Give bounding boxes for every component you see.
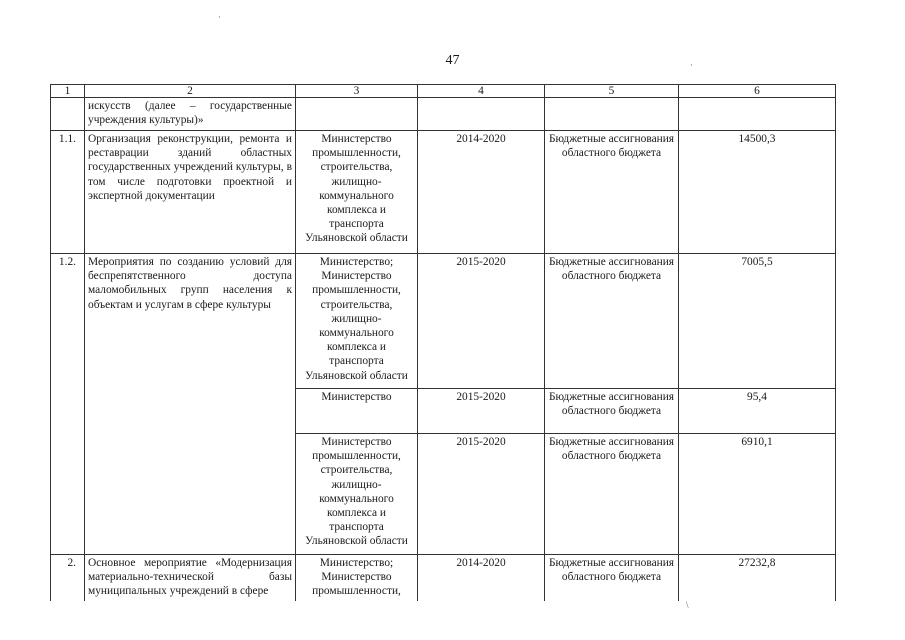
- table-row: [51, 555, 836, 601]
- amount: [679, 98, 836, 131]
- event-name: Мероприятия по созданию условий для беспрепятственного доступа маломобильных групп населения к объектам и услугам в сфере культуры: [85, 254, 296, 555]
- period: 2015-2020: [418, 389, 545, 434]
- scan-speck: ·: [690, 60, 693, 70]
- funding-source: Бюджетные ассигнования областного бюджета: [545, 131, 679, 254]
- event-name: Организация реконструкции, ремонта и реставрации зданий областных государственных учреждений культуры, в том числе подготовки проектной и экспертной документации: [85, 131, 296, 254]
- column-number-row: [51, 85, 836, 98]
- amount: 95,4: [679, 389, 836, 434]
- period: 2015-2020: [418, 434, 545, 555]
- event-name: Основное мероприятие «Модернизация материально-технической базы муниципальных учреждений в сфере: [85, 555, 296, 601]
- funding-source: Бюджетные ассигнования областного бюджета: [545, 254, 679, 389]
- column-number: 2: [85, 85, 296, 98]
- funding-source: Бюджетные ассигнования областного бюджета: [545, 389, 679, 434]
- executor: Министерство промышленности, строительства, жилищно-коммунального комплекса и транспорта Ульяновской области: [296, 131, 418, 254]
- amount: 6910,1: [679, 434, 836, 555]
- column-number: 4: [418, 85, 545, 98]
- event-name: искусств (далее – государственные учреждения культуры)»: [85, 98, 296, 131]
- period: [418, 98, 545, 131]
- funding-source: Бюджетные ассигнования областного бюджета: [545, 434, 679, 555]
- row-number: 1.2.: [51, 254, 85, 555]
- executor: Министерство; Министерство промышленности,: [296, 555, 418, 601]
- executor: [296, 98, 418, 131]
- row-number: 1.1.: [51, 131, 85, 254]
- budget-table: [50, 84, 836, 601]
- amount: 14500,3: [679, 131, 836, 254]
- period: 2014-2020: [418, 131, 545, 254]
- scan-speck: ·: [218, 12, 221, 22]
- period: 2015-2020: [418, 254, 545, 389]
- amount: 7005,5: [679, 254, 836, 389]
- scan-speck: \: [686, 600, 689, 610]
- column-number: 1: [51, 85, 85, 98]
- executor: Министерство; Министерство промышленности, строительства, жилищно-коммунального комплекса и транспорта Ульяновской области: [296, 254, 418, 389]
- table-row: [51, 254, 836, 389]
- column-number: 6: [679, 85, 836, 98]
- amount: 27232,8: [679, 555, 836, 601]
- funding-source: [545, 98, 679, 131]
- column-number: 5: [545, 85, 679, 98]
- executor: Министерство: [296, 389, 418, 434]
- funding-source: Бюджетные ассигнования областного бюджета: [545, 555, 679, 601]
- table-row: [51, 98, 836, 131]
- row-number: 2.: [51, 555, 85, 601]
- column-number: 3: [296, 85, 418, 98]
- page-number: 47: [445, 53, 460, 68]
- row-number: [51, 98, 85, 131]
- period: 2014-2020: [418, 555, 545, 601]
- executor: Министерство промышленности, строительства, жилищно-коммунального комплекса и транспорта Ульяновской области: [296, 434, 418, 555]
- table-row: [51, 131, 836, 254]
